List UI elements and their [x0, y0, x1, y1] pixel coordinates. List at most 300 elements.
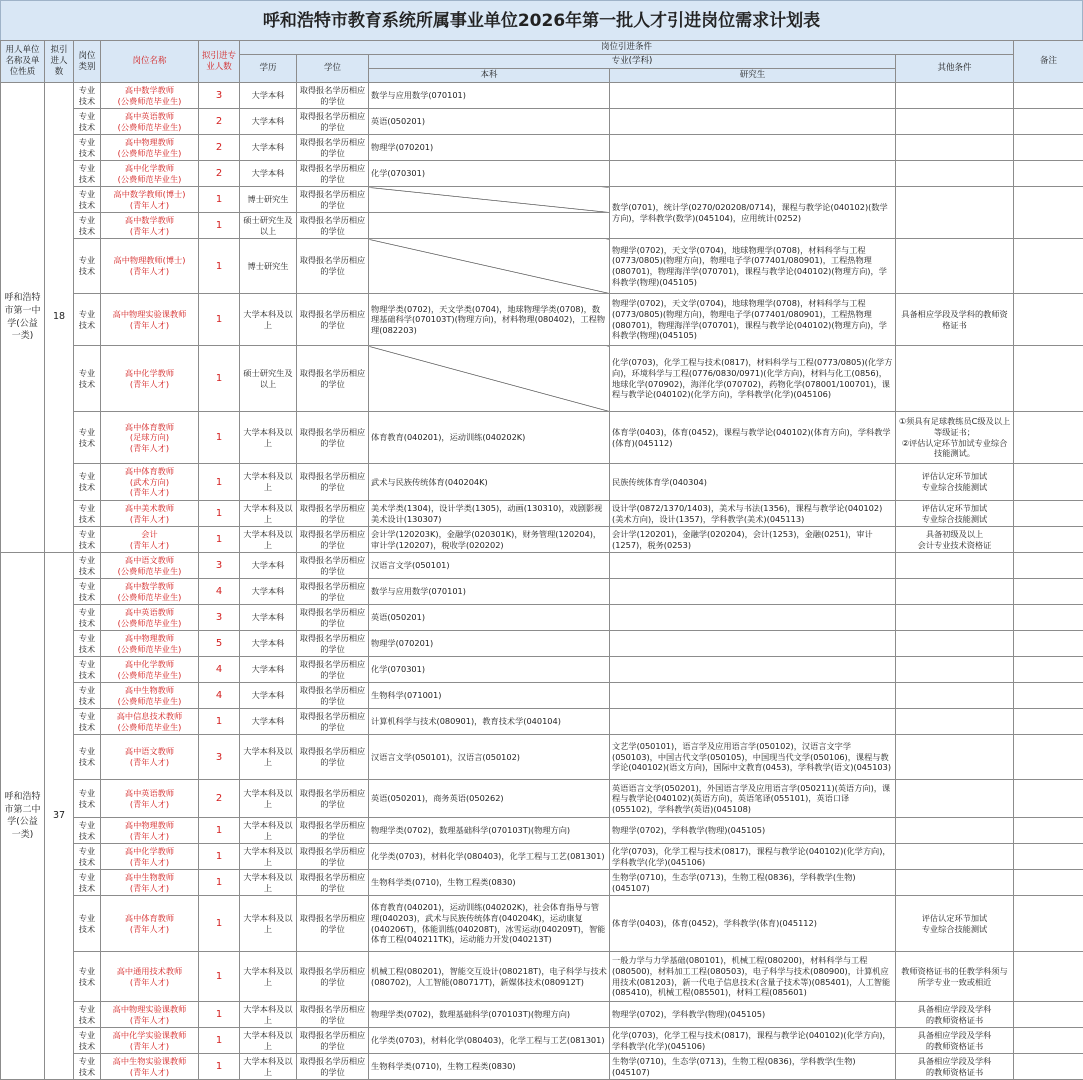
post-category: 专业技术 [74, 294, 101, 346]
graduate-major: 体育学(0403)，体育(0452)，课程与教学论(040102)(体育方向)，学科教学(体育)(045112) [610, 412, 896, 464]
remark [1014, 161, 1083, 187]
post-count: 2 [199, 161, 240, 187]
table-row [1, 464, 1083, 501]
remark [1014, 83, 1083, 109]
other-conditions [896, 346, 1014, 412]
header-major: 专业(学科) [369, 55, 896, 69]
post-count: 4 [199, 579, 240, 605]
table-row [1, 83, 1083, 109]
other-conditions: 评估认定环节加试 专业综合技能测试 [896, 896, 1014, 952]
post-name: 高中物理实验课教师 (青年人才) [101, 1002, 199, 1028]
education: 大学本科 [240, 631, 297, 657]
degree: 取得报名学历相应的学位 [297, 412, 369, 464]
education: 大学本科及以上 [240, 1028, 297, 1054]
post-name: 高中体育教师 (青年人才) [101, 896, 199, 952]
degree: 取得报名学历相应的学位 [297, 346, 369, 412]
unit-name: 呼和浩特市第二中学(公益一类) [1, 553, 45, 1080]
table-row [1, 109, 1083, 135]
post-name: 高中生物教师 (青年人才) [101, 870, 199, 896]
remark [1014, 683, 1083, 709]
post-count: 4 [199, 683, 240, 709]
post-name: 高中数学教师(博士) (青年人才) [101, 187, 199, 213]
education: 大学本科 [240, 109, 297, 135]
post-count: 3 [199, 605, 240, 631]
undergrad-major: 生物科学(071001) [369, 683, 610, 709]
header-unit: 用人单位名称及单位性质 [1, 41, 45, 83]
other-conditions [896, 631, 1014, 657]
header-category: 岗位类别 [74, 41, 101, 83]
post-name: 高中生物教师 (公费师范毕业生) [101, 683, 199, 709]
post-count: 1 [199, 844, 240, 870]
education: 大学本科及以上 [240, 952, 297, 1002]
post-name: 高中化学实验课教师 (青年人才) [101, 1028, 199, 1054]
table-row [1, 294, 1083, 346]
table-row [1, 631, 1083, 657]
degree: 取得报名学历相应的学位 [297, 657, 369, 683]
table-row [1, 657, 1083, 683]
degree: 取得报名学历相应的学位 [297, 579, 369, 605]
graduate-major: 英语语言文学(050201)，外国语言学及应用语言学(050211)(英语方向)，课程与教学论(040102)(英语方向)，英语笔译(055101)，英语口译(055102)，学科教学(英语)(045108) [610, 780, 896, 818]
graduate-major [610, 161, 896, 187]
undergrad-major: 物理学(070201) [369, 135, 610, 161]
post-name: 高中生物实验课教师 (青年人才) [101, 1054, 199, 1080]
other-conditions [896, 161, 1014, 187]
post-category: 专业技术 [74, 553, 101, 579]
table-row [1, 1054, 1083, 1080]
post-name: 高中体育教师 (武术方向) (青年人才) [101, 464, 199, 501]
table-row [1, 683, 1083, 709]
table-row [1, 187, 1083, 213]
other-conditions [896, 553, 1014, 579]
other-conditions [896, 187, 1014, 239]
post-name: 高中英语教师 (青年人才) [101, 780, 199, 818]
post-category: 专业技术 [74, 896, 101, 952]
remark [1014, 896, 1083, 952]
post-count: 1 [199, 1002, 240, 1028]
graduate-major: 体育学(0403)，体育(0452)，学科教学(体育)(045112) [610, 896, 896, 952]
graduate-major [610, 631, 896, 657]
remark [1014, 735, 1083, 780]
remark [1014, 464, 1083, 501]
remark [1014, 109, 1083, 135]
undergrad-major: 机械工程(080201)，智能交互设计(080218T)，电子科学与技术(080702)，人工智能(080717T)，新媒体技术(080912T) [369, 952, 610, 1002]
undergrad-major: 体育教育(040201)，运动训练(040202K)，社会体育指导与管理(040203)，武术与民族传统体育(040204K)，运动康复(040206T)，体能训练(040208T)，冰雪运动(040209T)，智能体育工程(040211TK)，运动能力开发(040213T) [369, 896, 610, 952]
other-conditions [896, 83, 1014, 109]
post-count: 3 [199, 83, 240, 109]
degree: 取得报名学历相应的学位 [297, 818, 369, 844]
undergrad-major: 数学与应用数学(070101) [369, 83, 610, 109]
remark [1014, 1054, 1083, 1080]
undergrad-major: 汉语言文学(050101)，汉语言(050102) [369, 735, 610, 780]
undergrad-major: 会计学(120203K)，金融学(020301K)，财务管理(120204)，审计学(120207)，税收学(020202) [369, 527, 610, 553]
post-category: 专业技术 [74, 844, 101, 870]
education: 大学本科及以上 [240, 501, 297, 527]
graduate-major [610, 657, 896, 683]
post-category: 专业技术 [74, 818, 101, 844]
degree: 取得报名学历相应的学位 [297, 464, 369, 501]
undergrad-major: 武术与民族传统体育(040204K) [369, 464, 610, 501]
post-category: 专业技术 [74, 780, 101, 818]
other-conditions: 评估认定环节加试 专业综合技能测试 [896, 464, 1014, 501]
degree: 取得报名学历相应的学位 [297, 709, 369, 735]
degree: 取得报名学历相应的学位 [297, 553, 369, 579]
other-conditions [896, 709, 1014, 735]
graduate-major [610, 553, 896, 579]
remark [1014, 780, 1083, 818]
remark [1014, 579, 1083, 605]
post-count: 2 [199, 109, 240, 135]
education: 大学本科及以上 [240, 780, 297, 818]
other-conditions [896, 780, 1014, 818]
remark [1014, 605, 1083, 631]
degree: 取得报名学历相应的学位 [297, 605, 369, 631]
undergrad-major: 数学与应用数学(070101) [369, 579, 610, 605]
graduate-major [610, 683, 896, 709]
post-count: 1 [199, 412, 240, 464]
graduate-major: 物理学(0702)，天文学(0704)，地球物理学(0708)，材料科学与工程(0773/0805)(物理方向)，物理电子学(077401/080901)，工程热物理(080701)，物理海洋学(070701)，课程与教学论(040102)(物理方向)，学科教学(物理)(045105) [610, 294, 896, 346]
undergrad-major: 物理学类(0702)，数理基础科学(070103T)(物理方向) [369, 1002, 610, 1028]
post-name: 高中物理实验课教师 (青年人才) [101, 294, 199, 346]
post-count: 4 [199, 657, 240, 683]
graduate-major: 化学(0703)，化学工程与技术(0817)，材料科学与工程(0773/0805)(化学方向)，环境科学与工程(0776/0830/0971)(化学方向)，材料与化工(0856)，地球化学(070902)，海洋化学(070702)，药物化学(078001/100701)，课程与教学论(040102)(化学方向)，学科教学(化学)(045106) [610, 346, 896, 412]
undergrad-major: 生物科学类(0710)，生物工程类(0830) [369, 1054, 610, 1080]
post-count: 2 [199, 780, 240, 818]
post-name: 高中英语教师 (公费师范毕业生) [101, 605, 199, 631]
undergrad-major: 计算机科学与技术(080901)，教育技术学(040104) [369, 709, 610, 735]
remark [1014, 135, 1083, 161]
table-row [1, 896, 1083, 952]
graduate-major: 设计学(0872/1370/1403)，美术与书法(1356)，课程与教学论(040102)(美术方向)，设计(1357)，学科教学(美术)(045113) [610, 501, 896, 527]
graduate-major [610, 109, 896, 135]
degree: 取得报名学历相应的学位 [297, 1028, 369, 1054]
remark [1014, 553, 1083, 579]
post-category: 专业技术 [74, 579, 101, 605]
undergrad-major [369, 213, 610, 239]
header-total: 拟引进人数 [45, 41, 74, 83]
post-count: 1 [199, 527, 240, 553]
graduate-major [610, 579, 896, 605]
post-category: 专业技术 [74, 135, 101, 161]
header-other: 其他条件 [896, 55, 1014, 83]
other-conditions: 教师资格证书的任教学科须与所学专业一致或相近 [896, 952, 1014, 1002]
post-name: 高中语文教师 (青年人才) [101, 735, 199, 780]
post-count: 1 [199, 818, 240, 844]
table-row [1, 501, 1083, 527]
graduate-major: 会计学(120201)，金融学(020204)，会计(1253)，金融(0251)，审计(1257)，税务(0253) [610, 527, 896, 553]
post-name: 高中信息技术教师 (公费师范毕业生) [101, 709, 199, 735]
remark [1014, 527, 1083, 553]
header-post-count: 拟引进专业人数 [199, 41, 240, 83]
degree: 取得报名学历相应的学位 [297, 161, 369, 187]
education: 大学本科及以上 [240, 896, 297, 952]
table-row [1, 709, 1083, 735]
degree: 取得报名学历相应的学位 [297, 135, 369, 161]
post-category: 专业技术 [74, 83, 101, 109]
post-category: 专业技术 [74, 412, 101, 464]
undergrad-major: 化学类(0703)，材料化学(080403)，化学工程与工艺(081301) [369, 844, 610, 870]
post-name: 会计 (青年人才) [101, 527, 199, 553]
post-category: 专业技术 [74, 161, 101, 187]
table-row [1, 135, 1083, 161]
table-row [1, 412, 1083, 464]
post-count: 1 [199, 213, 240, 239]
post-category: 专业技术 [74, 1054, 101, 1080]
undergrad-major: 体育教育(040201)，运动训练(040202K) [369, 412, 610, 464]
other-conditions: 具备相应学段及学科 的教师资格证书 [896, 1054, 1014, 1080]
table-row [1, 1028, 1083, 1054]
graduate-major: 化学(0703)，化学工程与技术(0817)，课程与教学论(040102)(化学方向)，学科教学(化学)(045106) [610, 1028, 896, 1054]
other-conditions [896, 135, 1014, 161]
remark [1014, 187, 1083, 239]
degree: 取得报名学历相应的学位 [297, 1054, 369, 1080]
undergrad-major: 化学(070301) [369, 657, 610, 683]
degree: 取得报名学历相应的学位 [297, 844, 369, 870]
education: 大学本科及以上 [240, 735, 297, 780]
other-conditions [896, 735, 1014, 780]
post-name: 高中物理教师 (公费师范毕业生) [101, 631, 199, 657]
post-count: 1 [199, 501, 240, 527]
education: 大学本科及以上 [240, 844, 297, 870]
post-name: 高中化学教师 (公费师范毕业生) [101, 657, 199, 683]
degree: 取得报名学历相应的学位 [297, 83, 369, 109]
other-conditions [896, 657, 1014, 683]
graduate-major: 数学(0701)，统计学(0270/020208/0714)，课程与教学论(040102)(数学方向)，学科教学(数学)(045104)，应用统计(0252) [610, 187, 896, 239]
other-conditions [896, 844, 1014, 870]
education: 大学本科 [240, 83, 297, 109]
graduate-major: 生物学(0710)，生态学(0713)，生物工程(0836)，学科教学(生物)(045107) [610, 1054, 896, 1080]
other-conditions: 具备相应学段及学科的教师资格证书 [896, 294, 1014, 346]
header-education: 学历 [240, 55, 297, 83]
other-conditions: 具备初级及以上 会计专业技术资格证 [896, 527, 1014, 553]
other-conditions: 具备相应学段及学科 的教师资格证书 [896, 1028, 1014, 1054]
post-name: 高中数学教师 (青年人才) [101, 213, 199, 239]
remark [1014, 346, 1083, 412]
post-category: 专业技术 [74, 1028, 101, 1054]
post-count: 1 [199, 952, 240, 1002]
table-row [1, 579, 1083, 605]
post-category: 专业技术 [74, 501, 101, 527]
post-category: 专业技术 [74, 1002, 101, 1028]
graduate-major: 文艺学(050101)，语言学及应用语言学(050102)，汉语言文字学(050103)，中国古代文学(050105)，中国现当代文学(050106)，课程与教学论(040102)(语文方向)，国际中文教育(0453)，学科教学(语文)(045103) [610, 735, 896, 780]
post-name: 高中化学教师 (青年人才) [101, 844, 199, 870]
other-conditions [896, 605, 1014, 631]
post-name: 高中化学教师 (公费师范毕业生) [101, 161, 199, 187]
post-name: 高中物理教师 (公费师范毕业生) [101, 135, 199, 161]
undergrad-major: 物理学(070201) [369, 631, 610, 657]
degree: 取得报名学历相应的学位 [297, 870, 369, 896]
header-graduate: 研究生 [610, 69, 896, 83]
education: 博士研究生 [240, 239, 297, 294]
unit-name: 呼和浩特市第一中学(公益一类) [1, 83, 45, 553]
page-title: 呼和浩特市教育系统所属事业单位2026年第一批人才引进岗位需求计划表 [0, 0, 1083, 40]
other-conditions: 评估认定环节加试 专业综合技能测试 [896, 501, 1014, 527]
remark [1014, 501, 1083, 527]
education: 大学本科及以上 [240, 294, 297, 346]
undergrad-major: 汉语言文学(050101) [369, 553, 610, 579]
education: 大学本科及以上 [240, 412, 297, 464]
post-count: 1 [199, 239, 240, 294]
post-name: 高中数学教师 (公费师范毕业生) [101, 83, 199, 109]
post-category: 专业技术 [74, 527, 101, 553]
degree: 取得报名学历相应的学位 [297, 187, 369, 213]
education: 大学本科 [240, 605, 297, 631]
post-category: 专业技术 [74, 605, 101, 631]
post-name: 高中语文教师 (公费师范毕业生) [101, 553, 199, 579]
education: 大学本科 [240, 553, 297, 579]
post-category: 专业技术 [74, 213, 101, 239]
degree: 取得报名学历相应的学位 [297, 527, 369, 553]
other-conditions [896, 870, 1014, 896]
post-name: 高中体育教师 (足球方向) (青年人才) [101, 412, 199, 464]
degree: 取得报名学历相应的学位 [297, 683, 369, 709]
remark [1014, 1028, 1083, 1054]
post-count: 3 [199, 553, 240, 579]
post-category: 专业技术 [74, 870, 101, 896]
graduate-major: 物理学(0702)，学科教学(物理)(045105) [610, 1002, 896, 1028]
other-conditions [896, 683, 1014, 709]
graduate-major: 物理学(0702)，天文学(0704)，地球物理学(0708)，材料科学与工程(0773/0805)(物理方向)，物理电子学(077401/080901)，工程热物理(080701)，物理海洋学(070701)，课程与教学论(040102)(物理方向)，学科教学(物理)(045105) [610, 239, 896, 294]
recruitment-table [0, 40, 1083, 1080]
undergrad-major [369, 239, 610, 294]
header-conditions: 岗位引进条件 [240, 41, 1014, 55]
education: 硕士研究生及以上 [240, 213, 297, 239]
table-row [1, 870, 1083, 896]
post-count: 1 [199, 464, 240, 501]
undergrad-major: 物理学类(0702)，数理基础科学(070103T)(物理方向) [369, 818, 610, 844]
degree: 取得报名学历相应的学位 [297, 1002, 369, 1028]
post-count: 3 [199, 735, 240, 780]
post-count: 1 [199, 1028, 240, 1054]
education: 大学本科及以上 [240, 870, 297, 896]
table-row [1, 1002, 1083, 1028]
undergrad-major: 物理学类(0702)，天文学类(0704)，地球物理学类(0708)，数理基础科学(070103T)(物理方向)，材料物理(080402)，工程物理(082203) [369, 294, 610, 346]
post-category: 专业技术 [74, 683, 101, 709]
degree: 取得报名学历相应的学位 [297, 780, 369, 818]
post-name: 高中物理教师 (青年人才) [101, 818, 199, 844]
undergrad-major: 英语(050201) [369, 605, 610, 631]
post-category: 专业技术 [74, 187, 101, 213]
header-remark: 备注 [1014, 41, 1083, 83]
undergrad-major [369, 346, 610, 412]
other-conditions [896, 579, 1014, 605]
education: 大学本科及以上 [240, 1054, 297, 1080]
education: 大学本科及以上 [240, 818, 297, 844]
post-category: 专业技术 [74, 631, 101, 657]
education: 大学本科 [240, 683, 297, 709]
remark [1014, 844, 1083, 870]
graduate-major [610, 605, 896, 631]
post-count: 1 [199, 870, 240, 896]
post-category: 专业技术 [74, 346, 101, 412]
education: 博士研究生 [240, 187, 297, 213]
other-conditions: 具备相应学段及学科 的教师资格证书 [896, 1002, 1014, 1028]
degree: 取得报名学历相应的学位 [297, 239, 369, 294]
undergrad-major [369, 187, 610, 213]
graduate-major: 物理学(0702)，学科教学(物理)(045105) [610, 818, 896, 844]
post-count: 2 [199, 135, 240, 161]
remark [1014, 412, 1083, 464]
table-row [1, 346, 1083, 412]
remark [1014, 952, 1083, 1002]
remark [1014, 657, 1083, 683]
unit-total: 18 [45, 83, 74, 553]
undergrad-major: 生物科学类(0710)，生物工程类(0830) [369, 870, 610, 896]
post-category: 专业技术 [74, 239, 101, 294]
post-count: 5 [199, 631, 240, 657]
unit-total: 37 [45, 553, 74, 1080]
graduate-major [610, 83, 896, 109]
post-count: 1 [199, 709, 240, 735]
remark [1014, 294, 1083, 346]
table-row [1, 780, 1083, 818]
graduate-major: 化学(0703)，化学工程与技术(0817)，课程与教学论(040102)(化学方向)，学科教学(化学)(045106) [610, 844, 896, 870]
other-conditions: ①须具有足球教练员C级及以上等级证书； ②评估认定环节加试专业综合技能测试。 [896, 412, 1014, 464]
table-row [1, 605, 1083, 631]
degree: 取得报名学历相应的学位 [297, 631, 369, 657]
post-name: 高中物理教师(博士) (青年人才) [101, 239, 199, 294]
table-row [1, 239, 1083, 294]
post-category: 专业技术 [74, 109, 101, 135]
table-row [1, 952, 1083, 1002]
header-post-name: 岗位名称 [101, 41, 199, 83]
post-name: 高中通用技术教师 (青年人才) [101, 952, 199, 1002]
post-name: 高中美术教师 (青年人才) [101, 501, 199, 527]
graduate-major: 一般力学与力学基础(080101)，机械工程(080200)，材料科学与工程(080500)，材料加工工程(080503)，电子科学与技术(080900)，计算机应用技术(081203)，新一代电子信息技术(含量子技术等)(085401)，人工智能(085410)，机械工程(085501)，材料工程(085601) [610, 952, 896, 1002]
post-category: 专业技术 [74, 464, 101, 501]
post-count: 1 [199, 346, 240, 412]
education: 大学本科 [240, 709, 297, 735]
education: 大学本科 [240, 657, 297, 683]
education: 硕士研究生及以上 [240, 346, 297, 412]
other-conditions [896, 239, 1014, 294]
post-count: 1 [199, 187, 240, 213]
remark [1014, 239, 1083, 294]
table-row [1, 844, 1083, 870]
remark [1014, 870, 1083, 896]
graduate-major [610, 709, 896, 735]
table-row [1, 527, 1083, 553]
degree: 取得报名学历相应的学位 [297, 109, 369, 135]
post-count: 1 [199, 896, 240, 952]
post-category: 专业技术 [74, 952, 101, 1002]
remark [1014, 818, 1083, 844]
post-name: 高中化学教师 (青年人才) [101, 346, 199, 412]
post-name: 高中英语教师 (公费师范毕业生) [101, 109, 199, 135]
undergrad-major: 化学(070301) [369, 161, 610, 187]
graduate-major: 生物学(0710)，生态学(0713)，生物工程(0836)，学科教学(生物)(045107) [610, 870, 896, 896]
other-conditions [896, 109, 1014, 135]
education: 大学本科 [240, 161, 297, 187]
undergrad-major: 英语(050201) [369, 109, 610, 135]
graduate-major [610, 135, 896, 161]
remark [1014, 631, 1083, 657]
graduate-major: 民族传统体育学(040304) [610, 464, 896, 501]
table-row [1, 553, 1083, 579]
header-undergrad: 本科 [369, 69, 610, 83]
education: 大学本科及以上 [240, 1002, 297, 1028]
post-category: 专业技术 [74, 709, 101, 735]
undergrad-major: 化学类(0703)，材料化学(080403)，化学工程与工艺(081301) [369, 1028, 610, 1054]
degree: 取得报名学历相应的学位 [297, 213, 369, 239]
post-count: 1 [199, 294, 240, 346]
table-row [1, 818, 1083, 844]
degree: 取得报名学历相应的学位 [297, 294, 369, 346]
undergrad-major: 英语(050201)，商务英语(050262) [369, 780, 610, 818]
undergrad-major: 美术学类(1304)，设计学类(1305)，动画(130310)，戏剧影视美术设计(130307) [369, 501, 610, 527]
table-row [1, 735, 1083, 780]
education: 大学本科及以上 [240, 527, 297, 553]
other-conditions [896, 818, 1014, 844]
